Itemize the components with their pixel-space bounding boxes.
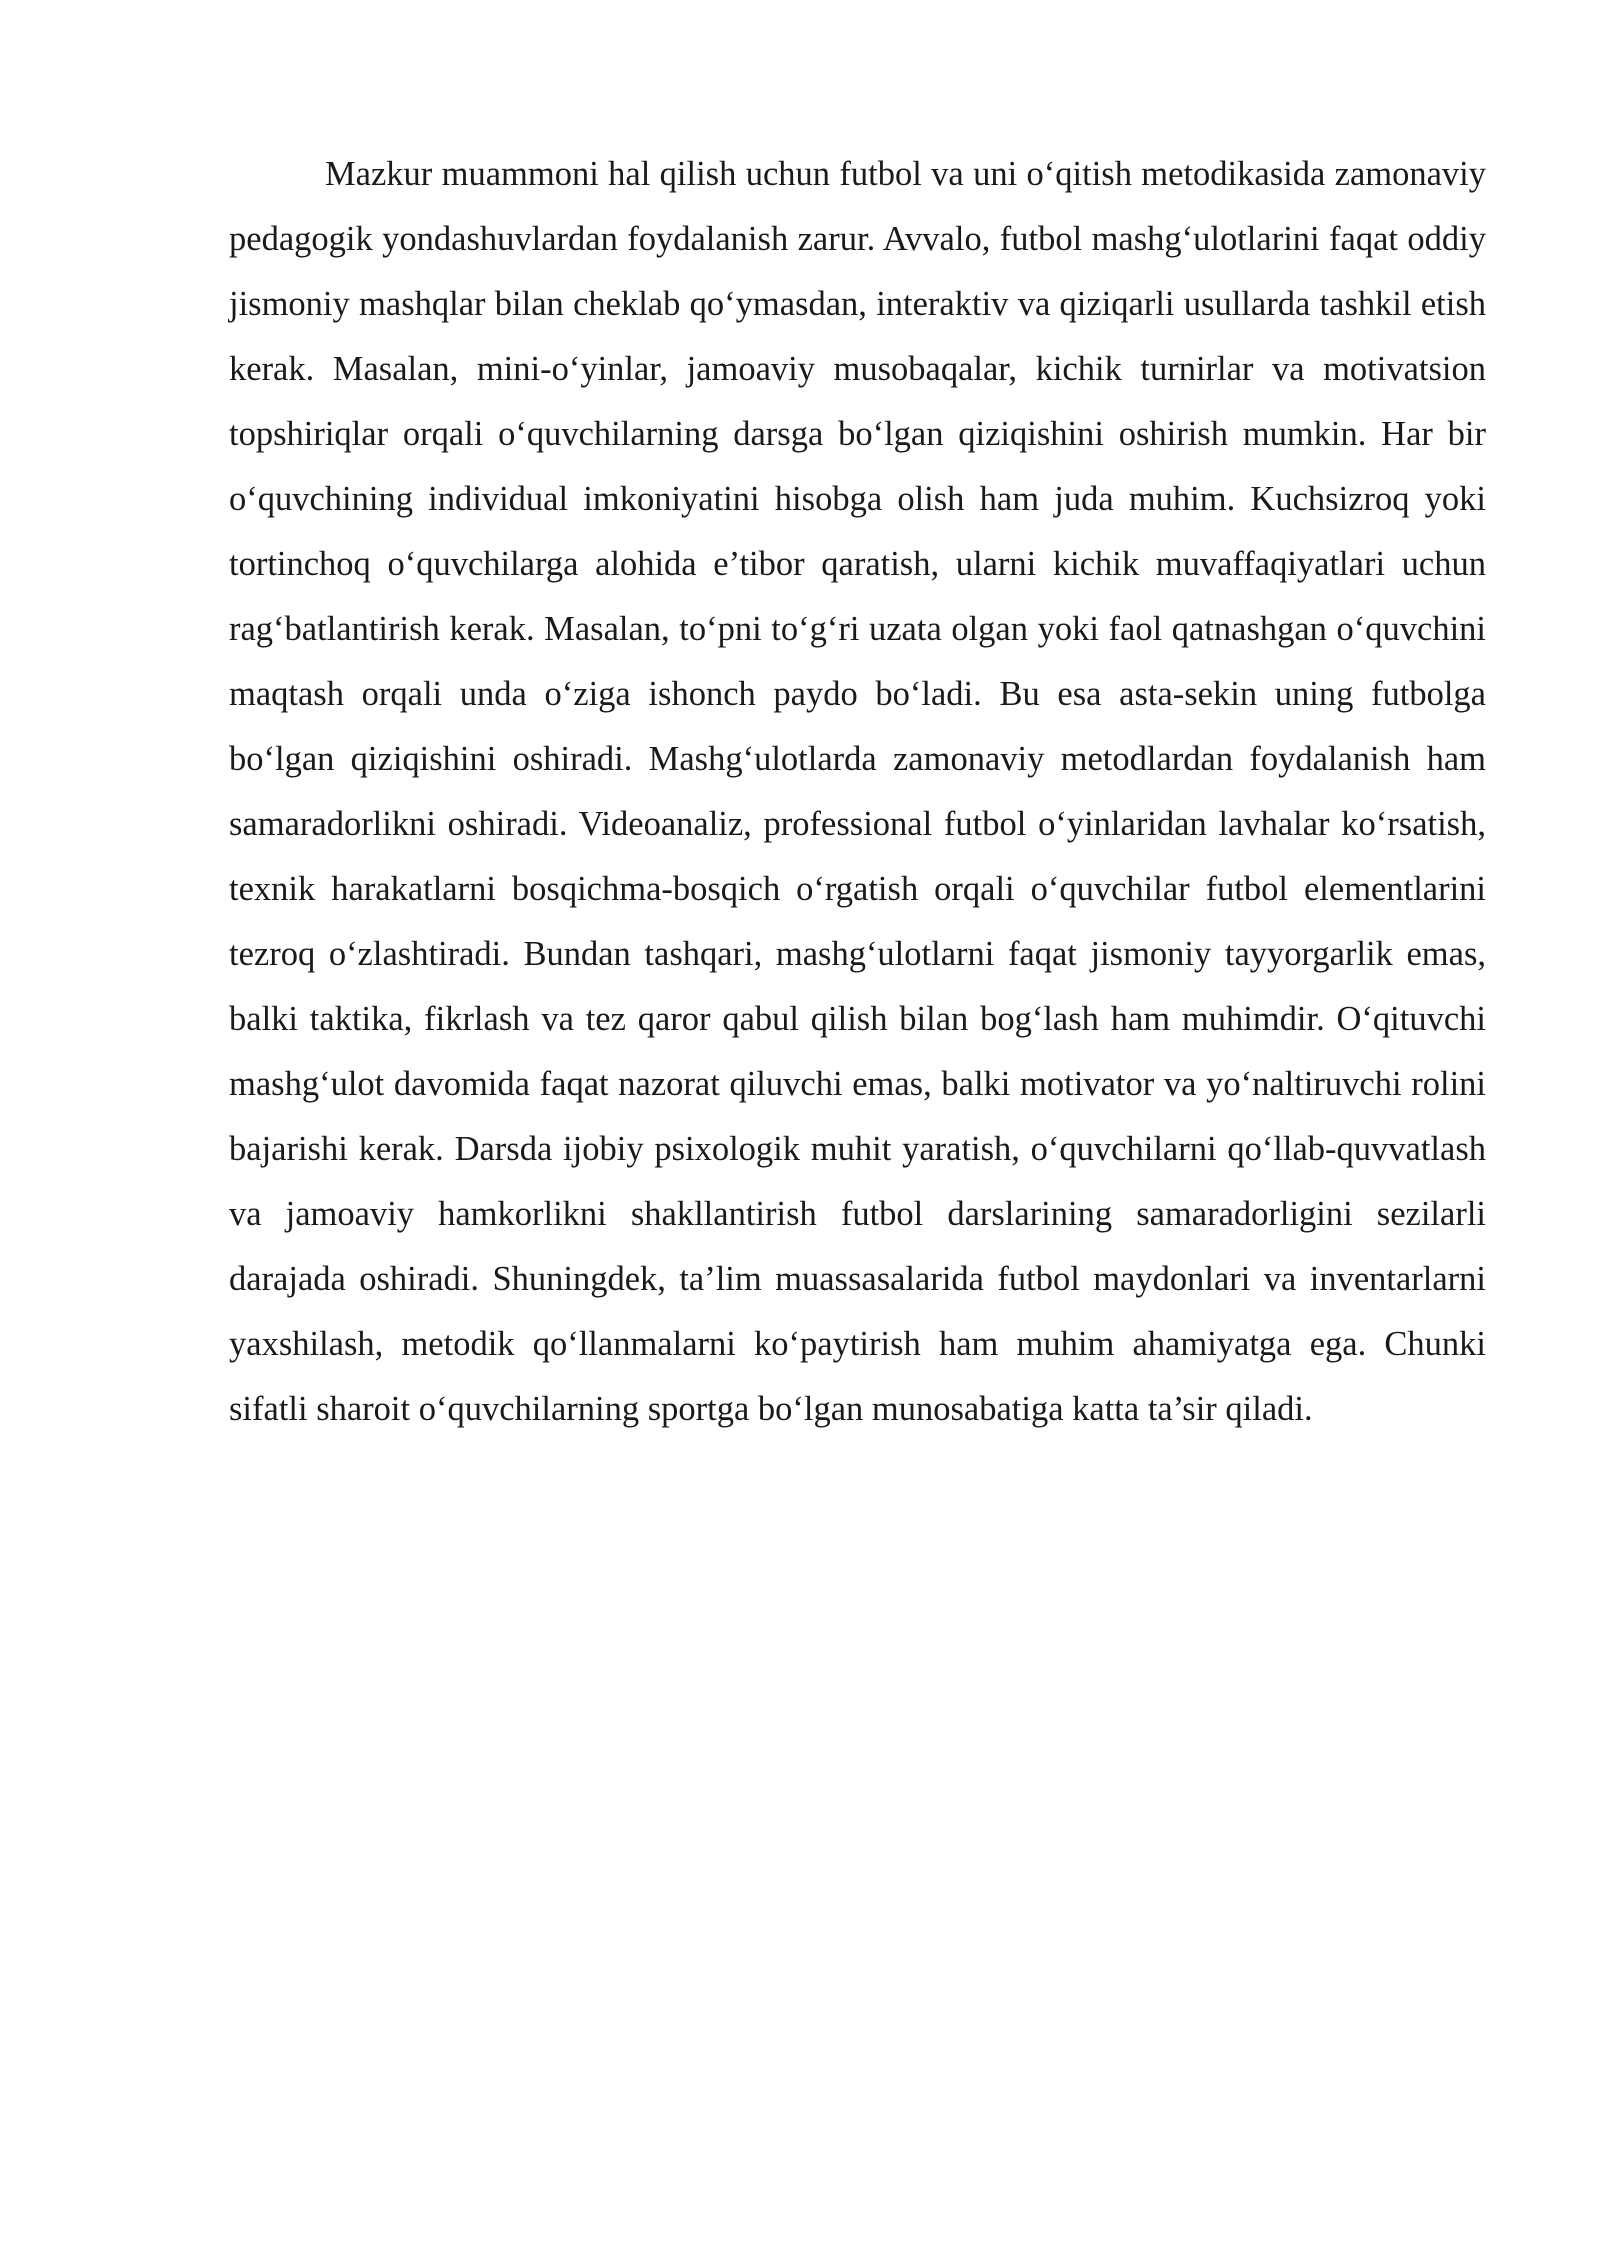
body-paragraph: Mazkur muammoni hal qilish uchun futbol va uni o‘qitish metodikasida zamonaviy pedagogik yondashuvlardan foydalanish zarur. Avvalo, futbol mashg‘ulotlarini faqat oddiy jismoniy mashqlar bilan cheklab qo‘ymasdan, interaktiv va qiziqarli usullarda tashkil etish kerak. Masalan, mini-o‘yinlar, jamoaviy musobaqalar, kichik turnirlar va motivatsion topshiriqlar orqali o‘quvchilarning darsga bo‘lgan qiziqishini oshirish mumkin. Har bir o‘quvchining individual imkoniyatini hisobga olish ham juda muhim. Kuchsizroq yoki tortinchoq o‘quvchilarga alohida e’tibor qaratish, ularni kichik muvaffaqiyatlari uchun rag‘batlantirish kerak. Masalan, to‘pni to‘g‘ri uzata olgan yoki faol qatnashgan o‘quvchini maqtash orqali unda o‘ziga ishonch paydo bo‘ladi. Bu esa asta-sekin uning futbolga bo‘lgan qiziqishini oshiradi. Mashg‘ulotlarda zamonaviy metodlardan foydalanish ham samaradorlikni oshiradi. Videoanaliz, professional futbol o‘yinlaridan lavhalar ko‘rsatish, texnik harakatlarni bosqichma-bosqich o‘rgatish orqali o‘quvchilar futbol elementlarini tezroq o‘zlashtiradi. Bundan tashqari, mashg‘ulotlarni faqat jismoniy tayyorgarlik emas, balki taktika, fikrlash va tez qaror qabul qilish bilan bog‘lash ham muhimdir. O‘qituvchi mashg‘ulot davomida faqat nazorat qiluvchi emas, balki motivator va yo‘naltiruvchi rolini bajarishi kerak. Darsda ijobiy psixologik muhit yaratish, o‘quvchilarni qo‘llab-quvvatlash va jamoaviy hamkorlikni shakllantirish futbol darslarining samaradorligini sezilarli darajada oshiradi. Shuningdek, ta’lim muassasalarida futbol maydonlari va inventarlarni yaxshilash, metodik qo‘llanmalarni ko‘paytirish ham muhim ahamiyatga ega. Chunki sifatli sharoit o‘quvchilarning sportga bo‘lgan munosabatiga katta ta’sir qiladi. xyxy=(229,155,1486,1428)
